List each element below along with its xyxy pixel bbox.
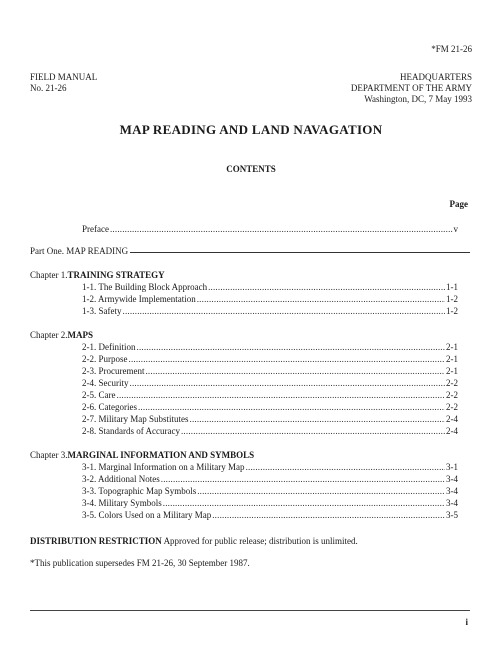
toc-entry-label: 3-4. Military Symbols (82, 498, 162, 508)
leader-dots (246, 462, 445, 473)
toc-entry-label: 3-1. Marginal Information on a Military Map (82, 462, 245, 472)
leader-dots (212, 510, 445, 521)
toc-entry-page: 2-1 (446, 354, 458, 364)
toc-entry-page: 2-4 (446, 414, 458, 424)
document-title: MAP READING AND LAND NAVAGATION (119, 122, 383, 137)
toc-entry-label: 1-2. Armywide Implementation (82, 294, 196, 304)
toc-entry[interactable] (82, 426, 458, 437)
location-date: Washington, DC, 7 May 1993 (364, 94, 472, 104)
toc-entry-label: 3-5. Colors Used on a Military Map (82, 510, 212, 520)
toc-entry-page: 2-2 (446, 378, 458, 388)
toc-entry-label: 2-8. Standards of Accuracy (82, 426, 180, 436)
toc-entry-page: 3-4 (446, 474, 458, 484)
contents-heading: CONTENTS (226, 164, 276, 174)
field-manual-label: FIELD MANUAL (30, 72, 98, 82)
toc-entry[interactable] (82, 474, 458, 485)
toc-entry-preface[interactable] (82, 224, 458, 235)
toc-entry[interactable] (82, 282, 458, 293)
part-title: Part One. MAP READING (30, 246, 129, 256)
toc-entry[interactable] (82, 354, 458, 365)
toc-entry[interactable] (82, 414, 458, 425)
toc-entry-label: Preface (82, 224, 109, 234)
toc-entry-label: 2-3. Procurement (82, 366, 145, 376)
leader-dots (181, 426, 445, 437)
leader-dots (190, 414, 446, 425)
toc-entry[interactable] (82, 390, 458, 401)
leader-dots (123, 306, 446, 317)
leader-dots (110, 224, 453, 235)
toc-entry[interactable] (82, 462, 458, 473)
chapter-title: MARGINAL INFORMATION AND SYMBOLS (67, 450, 255, 460)
page-column-label: Page (449, 199, 468, 209)
toc-entry-page: 3-1 (446, 462, 458, 472)
chapter-title: MAPS (67, 330, 93, 340)
leader-dots (145, 366, 445, 377)
toc-entry-page: 1-2 (446, 294, 458, 304)
toc-entry[interactable] (82, 498, 458, 509)
chapter-heading-1 (30, 270, 165, 281)
toc-entry[interactable] (82, 510, 458, 521)
toc-entry-page: 2-2 (446, 390, 458, 400)
toc-entry-label: 2-7. Military Map Substitutes (82, 414, 189, 424)
leader-dots (197, 486, 445, 497)
chapter-prefix: Chapter 2. (30, 330, 68, 340)
toc-entry-page: v (453, 224, 458, 234)
toc-entry[interactable] (82, 486, 458, 497)
leader-dots (129, 354, 446, 365)
leader-dots (161, 474, 445, 485)
toc-entry-page: 3-4 (446, 498, 458, 508)
leader-dots (130, 378, 446, 389)
chapter-title: TRAINING STRATEGY (67, 270, 165, 280)
toc-entry-page: 2-1 (446, 366, 458, 376)
chapter-heading-2 (30, 330, 93, 341)
department-label: DEPARTMENT OF THE ARMY (350, 83, 472, 93)
toc-entry-label: 3-3. Topographic Map Symbols (82, 486, 197, 496)
leader-dots (163, 498, 445, 509)
toc-entry[interactable] (82, 378, 458, 389)
toc-entry-label: 2-2. Purpose (82, 354, 128, 364)
toc-entry-page: 1-1 (446, 282, 458, 292)
toc-entry-label: 2-1. Definition (82, 342, 136, 352)
toc-entry[interactable] (82, 366, 458, 377)
distribution-label: DISTRIBUTION RESTRICTION (30, 536, 162, 546)
leader-dots (137, 342, 446, 353)
toc-entry[interactable] (82, 306, 458, 317)
fm-code: *FM 21-26 (431, 44, 472, 54)
part-heading (30, 246, 470, 258)
toc-entry-page: 3-5 (446, 510, 458, 520)
chapter-prefix: Chapter 3. (30, 450, 68, 460)
distribution-text: Approved for public release; distribution is unlimited. (163, 536, 358, 546)
distribution-restriction (30, 536, 358, 547)
toc-entry-page: 3-4 (446, 486, 458, 496)
toc-entry-label: 2-6. Categories (82, 402, 137, 412)
supersedes-note: *This publication supersedes FM 21-26, 30 September 1987. (30, 558, 250, 568)
hq-label: HEADQUARTERS (400, 72, 472, 82)
leader-dots (138, 402, 445, 413)
toc-entry-label: 1-1. The Building Block Approach (82, 282, 208, 292)
chapter-heading-3 (30, 450, 254, 461)
chapter-prefix: Chapter 1. (30, 270, 68, 280)
toc-entry-page: 2-4 (446, 426, 458, 436)
toc-entry-page: 1-2 (446, 306, 458, 316)
footer-divider (30, 610, 470, 611)
toc-entry-page: 2-1 (446, 342, 458, 352)
toc-entry-label: 2-5. Care (82, 390, 116, 400)
page-number: i (465, 617, 468, 627)
leader-dots (197, 294, 445, 305)
toc-entry[interactable] (82, 342, 458, 353)
toc-entry-label: 2-4. Security (82, 378, 129, 388)
leader-dots (208, 282, 445, 293)
toc-entry[interactable] (82, 294, 458, 305)
toc-entry-page: 2-2 (446, 402, 458, 412)
toc-entry-label: 3-2. Additional Notes (82, 474, 160, 484)
toc-entry-label: 1-3. Safety (82, 306, 122, 316)
manual-number: No. 21-26 (30, 83, 67, 93)
toc-entry[interactable] (82, 402, 458, 413)
leader-dots (117, 390, 446, 401)
